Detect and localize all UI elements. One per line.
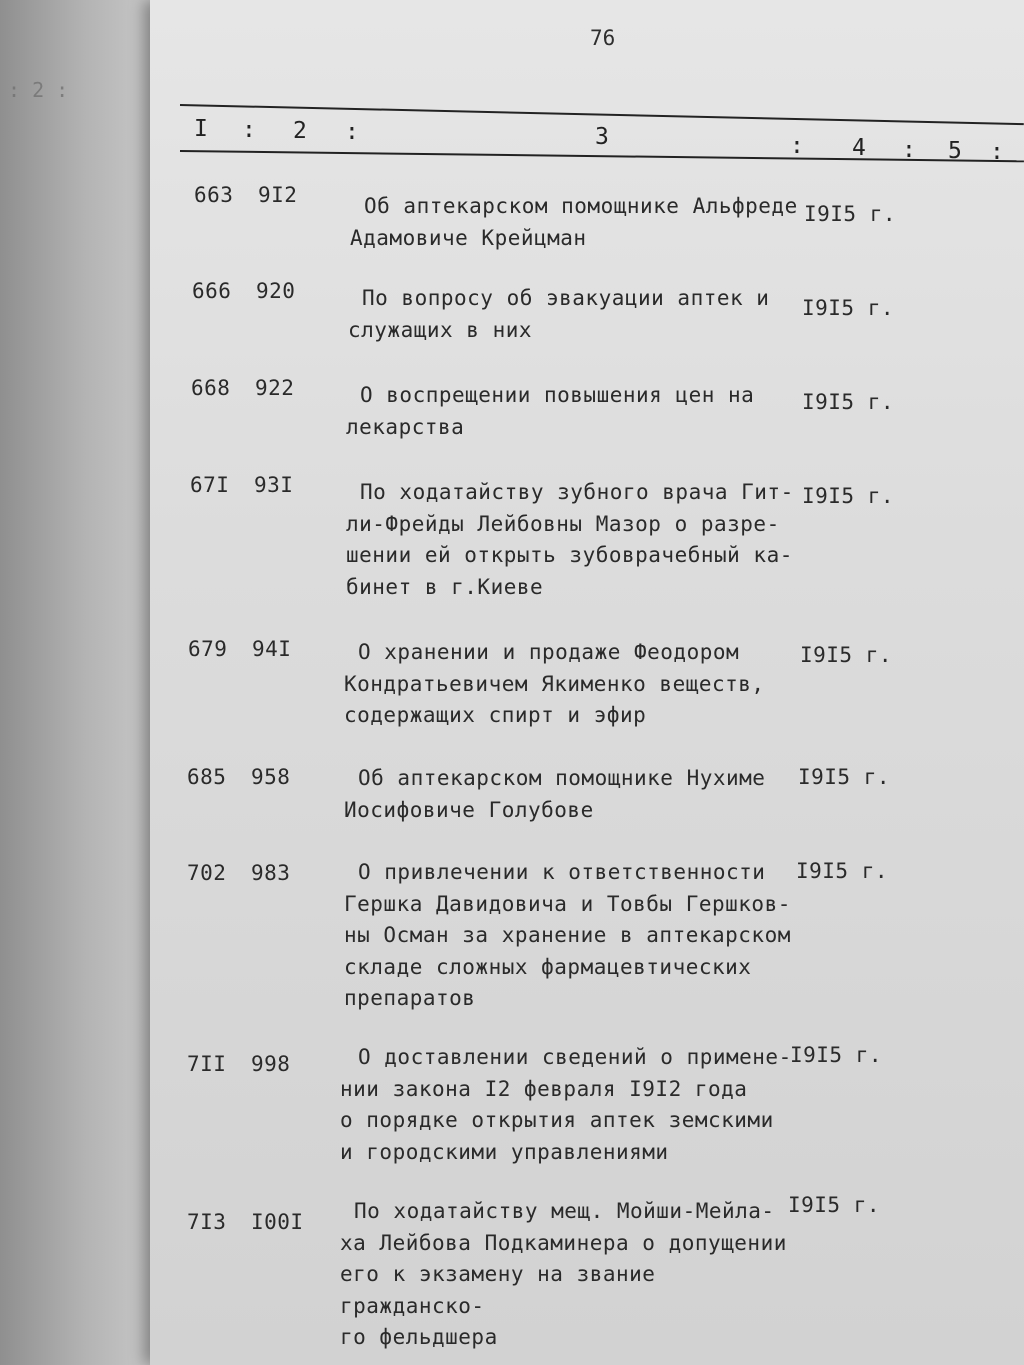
row-title: О привлечении к ответственности Гершка Давидовича и Товбы Гершков- ны Осман за хранение в аптекарском складе сложных фармацевтических препаратов xyxy=(344,860,791,1010)
row-number: 668 xyxy=(191,376,231,400)
document-number: 94I xyxy=(252,637,292,661)
column-header-separator: : xyxy=(242,117,256,143)
document-number: 983 xyxy=(251,861,291,885)
row-year: I9I5 г. xyxy=(800,643,893,667)
row-number: 702 xyxy=(187,861,227,885)
row-number: 685 xyxy=(187,765,227,789)
column-header-separator: : xyxy=(790,133,804,159)
row-title: О воспрещении повышения цен на лекарства xyxy=(346,383,755,439)
document-number: 922 xyxy=(255,376,295,400)
column-header-separator: : xyxy=(902,137,916,163)
row-year: I9I5 г. xyxy=(796,859,889,883)
column-header-separator: : xyxy=(345,119,359,145)
row-year: I9I5 г. xyxy=(802,296,895,320)
row-year: I9I5 г. xyxy=(788,1193,881,1217)
row-title: Об аптекарском помощнике Альфреде Адамовиче Крейцман xyxy=(350,194,798,250)
row-number: 7II xyxy=(187,1052,227,1076)
row-title: По ходатайству зубного врача Гит- ли-Фрейды Лейбовны Мазор о разре- шении ей открыть зубоврачебный ка- бинет в г.Киеве xyxy=(346,480,794,599)
row-year: I9I5 г. xyxy=(790,1043,883,1067)
previous-page-edge xyxy=(0,0,158,1365)
column-header-3: 3 xyxy=(595,124,609,150)
column-header-4: 4 xyxy=(852,135,866,161)
column-header-5: 5 xyxy=(948,138,962,164)
document-number: 9I2 xyxy=(258,183,298,207)
document-number: 958 xyxy=(251,765,291,789)
column-header-separator: : xyxy=(990,139,1004,165)
document-number: 93I xyxy=(254,473,294,497)
row-number: 7I3 xyxy=(187,1210,227,1234)
row-title: О доставлении сведений о примене- нии закона I2 февраля I9I2 года о порядке открытия аптек земскими и городскими управлениями xyxy=(340,1045,792,1164)
document-number: I00I xyxy=(251,1210,304,1234)
row-year: I9I5 г. xyxy=(798,765,891,789)
row-number: 666 xyxy=(192,279,232,303)
page-number: 76 xyxy=(590,26,616,50)
column-header-2: 2 xyxy=(293,118,307,144)
previous-page-header-fragment: : 2 : xyxy=(8,78,69,102)
row-title: По ходатайству мещ. Мойши-Мейла- ха Лейбова Подкаминера о допущении его к экзамену на звание гражданско- го фельдшера xyxy=(340,1199,787,1349)
row-number: 67I xyxy=(190,473,230,497)
document-page xyxy=(150,0,1024,1365)
row-title: Об аптекарском помощнике Нухиме Иосифовиче Голубове xyxy=(344,766,766,822)
inventory-list xyxy=(150,0,1024,1365)
document-number: 998 xyxy=(251,1052,291,1076)
row-year: I9I5 г. xyxy=(802,484,895,508)
row-title: По вопросу об эвакуации аптек и служащих в них xyxy=(348,286,770,342)
column-header-1: I xyxy=(194,116,208,142)
document-number: 920 xyxy=(256,279,296,303)
row-number: 663 xyxy=(194,183,234,207)
row-year: I9I5 г. xyxy=(804,202,897,226)
row-number: 679 xyxy=(188,637,228,661)
row-year: I9I5 г. xyxy=(802,390,895,414)
row-title: О хранении и продаже Феодором Кондратьевичем Якименко веществ, содержащих спирт и эфир xyxy=(344,640,765,727)
